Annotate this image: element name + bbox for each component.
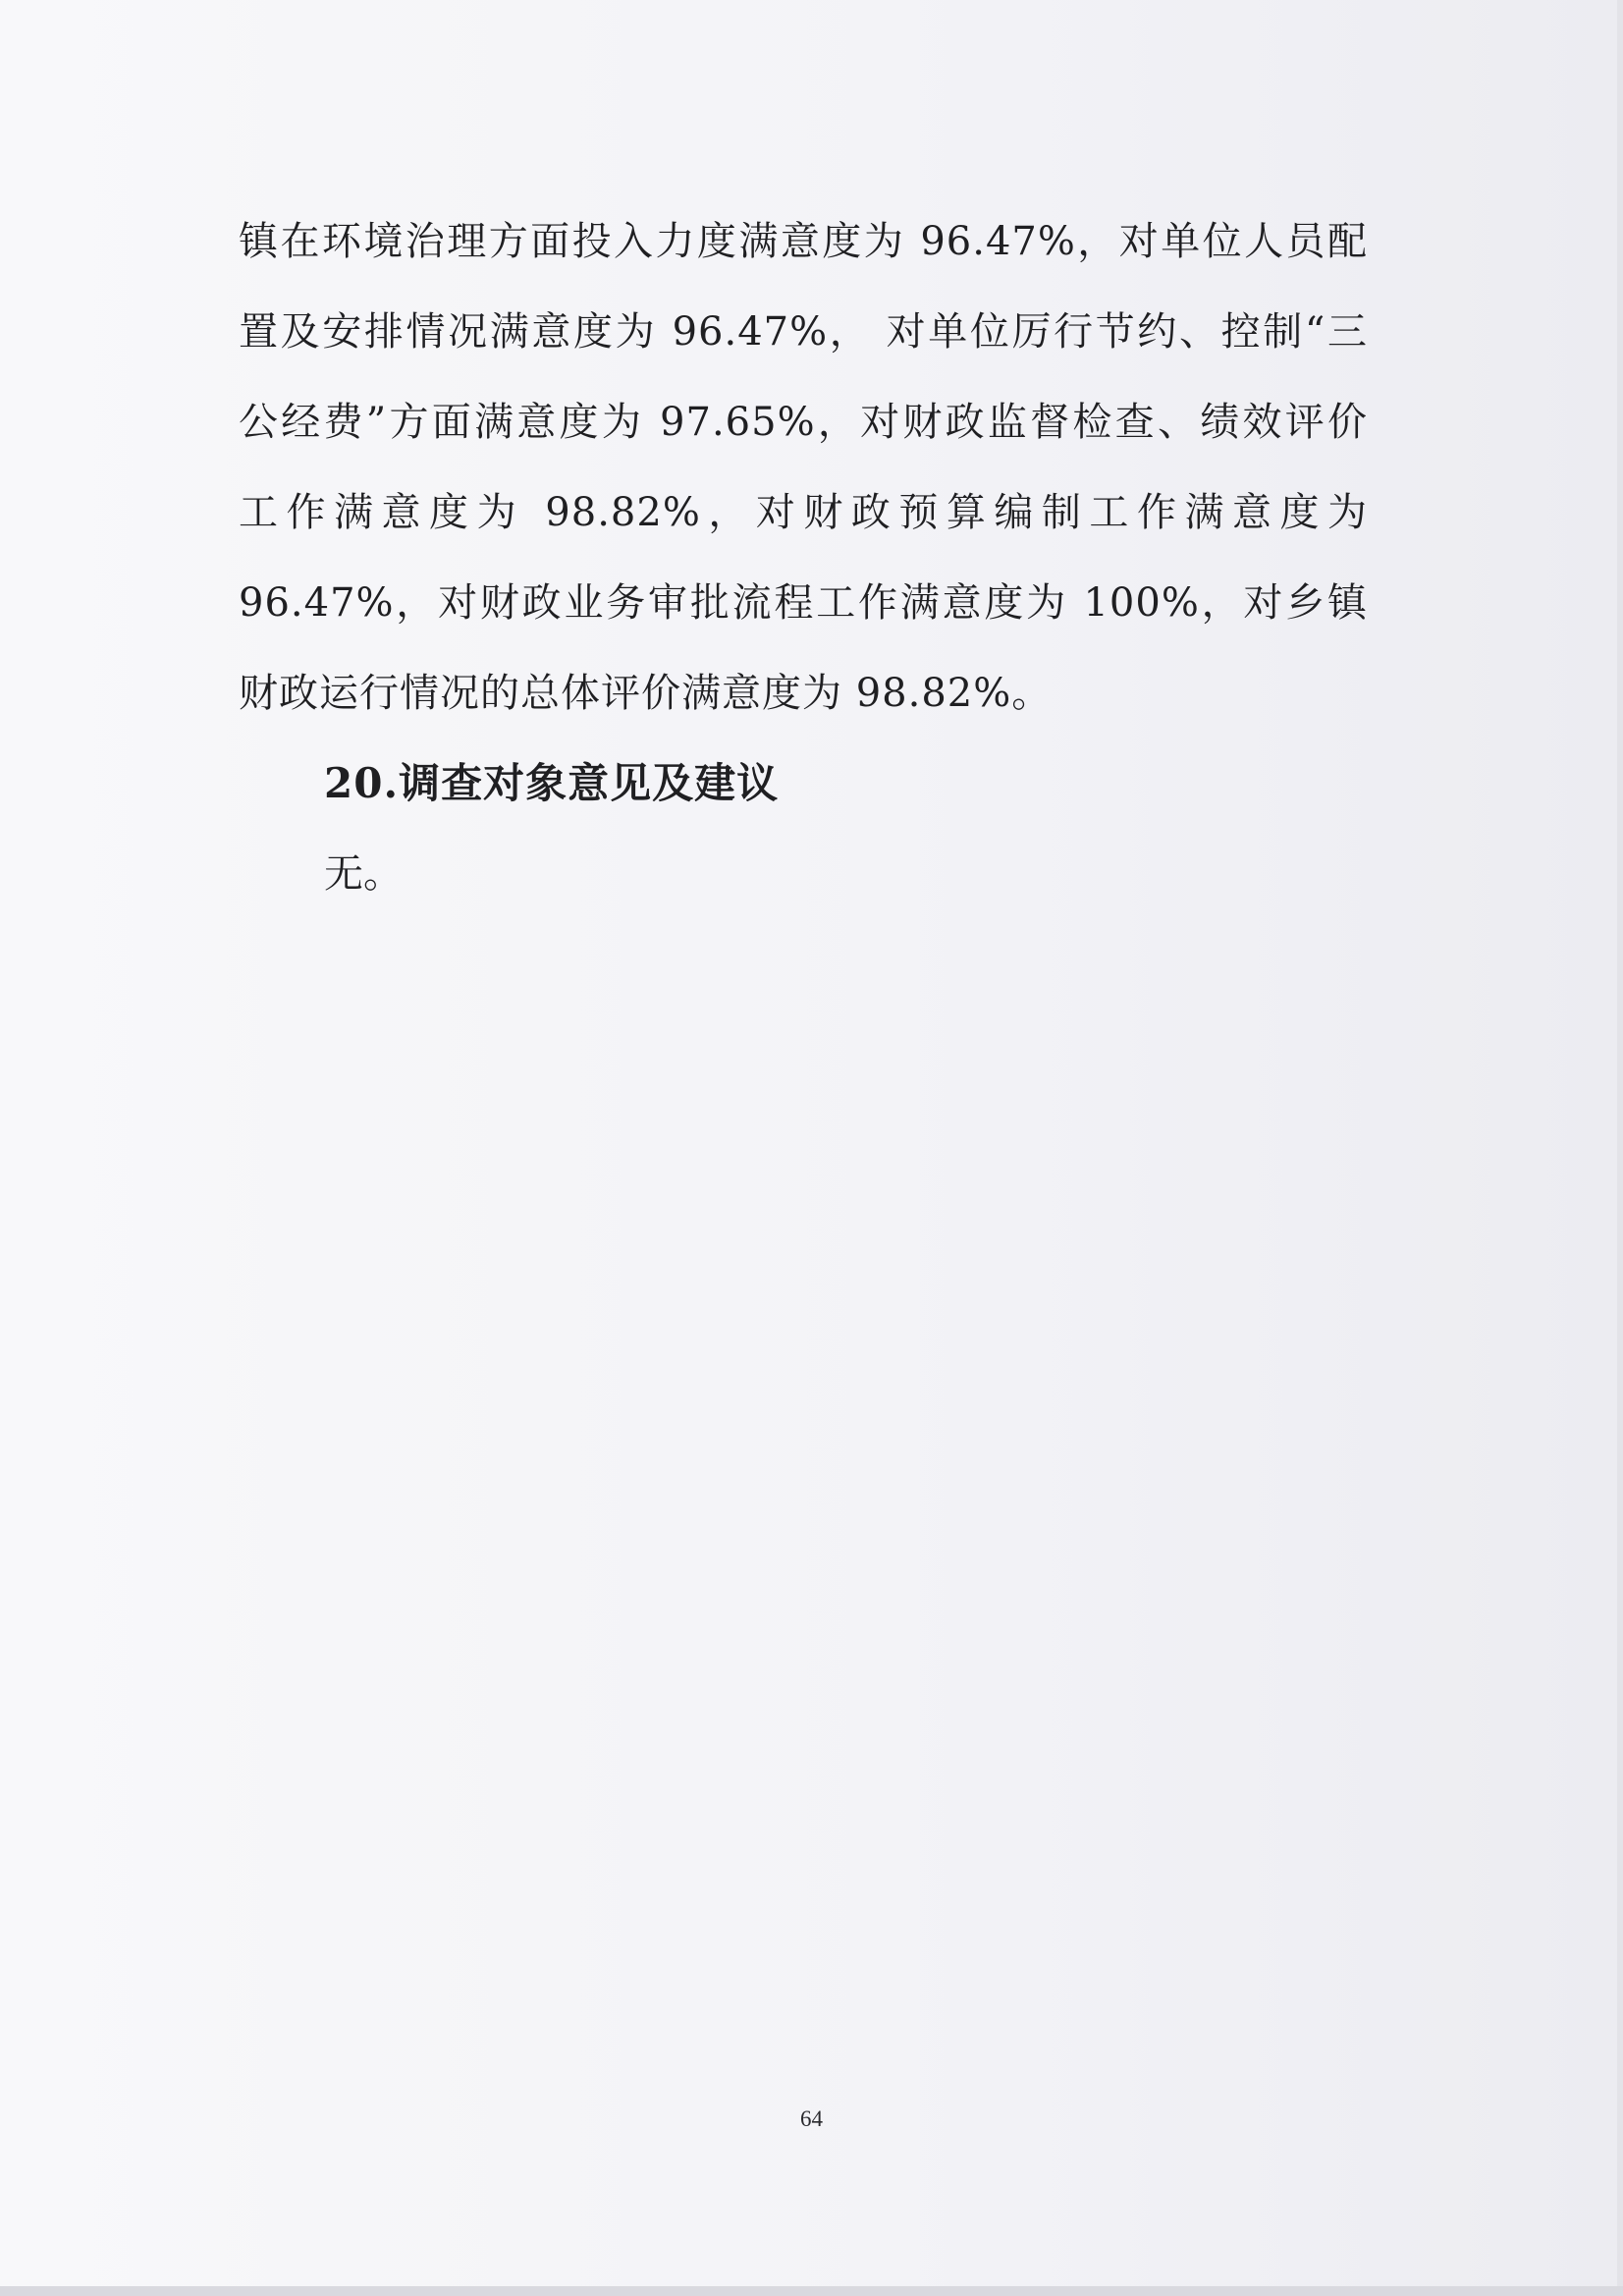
paragraph-line: 公经费”方面满意度为 97.65%，对财政监督检查、绩效评价: [239, 400, 1368, 445]
section-heading: 20.调查对象意见及建议: [324, 759, 780, 807]
page-number: 64: [800, 2106, 823, 2131]
paragraph-line: 财政运行情况的总体评价满意度为 98.82%。: [239, 671, 1053, 716]
paragraph-line: 镇在环境治理方面投入力度满意度为 96.47%，对单位人员配: [239, 219, 1368, 264]
page-content: [239, 196, 1368, 919]
page-edge-right: [1617, 0, 1623, 2296]
section-answer: 无。: [324, 851, 403, 897]
page-edge-bottom: [0, 2286, 1623, 2296]
paragraph-line: 96.47%，对财政业务审批流程工作满意度为 100%，对乡镇: [239, 580, 1368, 626]
paragraph-line: 置及安排情况满意度为 96.47%， 对单位厉行节约、控制“三: [239, 309, 1368, 355]
paragraph-line: 工作满意度为 98.82%，对财政预算编制工作满意度为: [239, 490, 1368, 535]
